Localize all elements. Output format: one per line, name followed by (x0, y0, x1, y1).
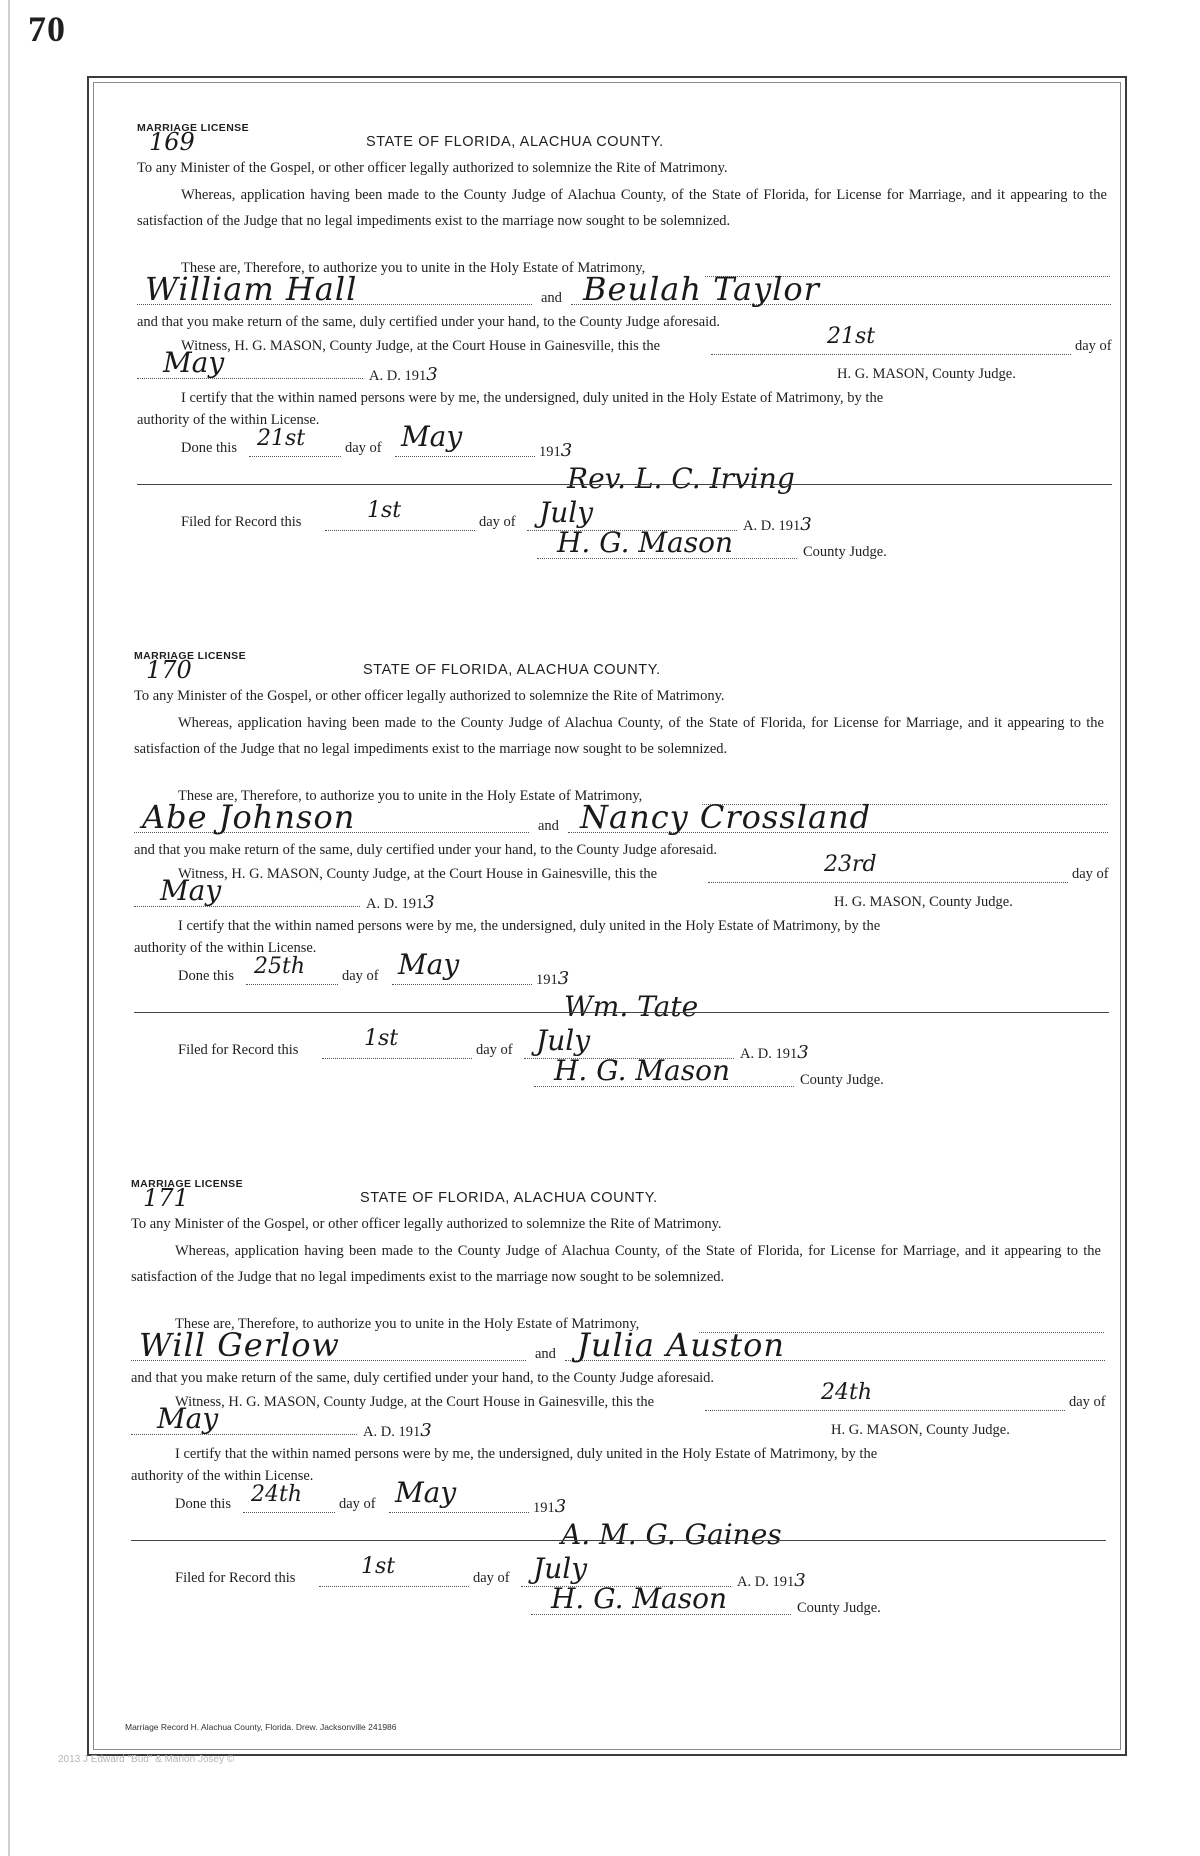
judge-signature-line: H. G. MASON, County Judge. (831, 1422, 1010, 1438)
day-of-label: day of (476, 1042, 513, 1058)
marriage-license-record (84, 628, 1124, 1158)
license-number: 169 (149, 128, 195, 156)
footer-imprint: Marriage Record H. Alachua County, Florida. Drew. Jacksonville 241986 (125, 1722, 397, 1732)
ad-year (363, 1420, 432, 1441)
filed-year (743, 514, 812, 535)
officiant-signature: A. M. G. Gaines (561, 1518, 782, 1551)
marriage-license-record (81, 1156, 1121, 1686)
filed-for-record-label: Filed for Record this (178, 1042, 299, 1058)
whereas-paragraph (134, 710, 1104, 762)
section-rule (134, 1012, 1109, 1013)
day-of-label: day of (1072, 866, 1109, 882)
filed-year-prefix: A. D. 191 (743, 518, 801, 534)
county-judge-label: County Judge. (800, 1072, 884, 1088)
groom-name: William Hall (145, 270, 358, 308)
record-title: STATE OF FLORIDA, ALACHUA COUNTY. (360, 1190, 658, 1206)
dotted-rule (389, 1512, 529, 1513)
and-word: and (541, 290, 562, 306)
day-of-label: day of (479, 514, 516, 530)
filed-year-digit: 3 (794, 1570, 806, 1591)
dotted-rule (319, 1586, 469, 1587)
bride-name: Beulah Taylor (583, 270, 820, 308)
license-label: MARRIAGE LICENSE (137, 122, 249, 134)
license-label: MARRIAGE LICENSE (131, 1178, 243, 1190)
done-day: 24th (251, 1482, 303, 1507)
dotted-rule (243, 1512, 335, 1513)
dotted-rule (392, 984, 532, 985)
whereas-paragraph (137, 182, 1107, 234)
witness-line: Witness, H. G. MASON, County Judge, at the Court House in Gainesville, this the (181, 338, 661, 354)
ad-year (369, 364, 438, 385)
county-judge-label: County Judge. (803, 544, 887, 560)
filed-by-signature: H. G. Mason (557, 526, 734, 559)
done-year (536, 968, 569, 989)
and-word: and (535, 1346, 556, 1362)
return-line: and that you make return of the same, duly certified under your hand, to the County Judge aforesaid. (131, 1370, 715, 1386)
done-this-label: Done this (181, 440, 237, 456)
intro-line: To any Minister of the Gospel, or other officer legally authorized to solemnize the Rite of Matrimony. (134, 688, 725, 704)
filed-by-signature: H. G. Mason (551, 1582, 728, 1615)
filed-for-record-label: Filed for Record this (175, 1570, 296, 1586)
license-number: 171 (143, 1184, 189, 1212)
return-line: and that you make return of the same, duly certified under your hand, to the County Judge aforesaid. (134, 842, 718, 858)
done-day: 21st (257, 426, 306, 451)
authority-line: authority of the within License. (137, 412, 320, 428)
filed-month: July (539, 496, 594, 529)
dotted-rule (246, 984, 338, 985)
whereas-text: Whereas, application having been made to the County Judge of Alachua County, of the State of Florida, for License for Marriage, and it appearing to the satisfaction of the Judge that no legal impediments exist to the marriage now sought to be solemnized. (137, 187, 1107, 229)
day-of-label: day of (342, 968, 379, 984)
groom-name: Will Gerlow (139, 1326, 340, 1364)
done-this-label: Done this (178, 968, 234, 984)
whereas-text: Whereas, application having been made to the County Judge of Alachua County, of the State of Florida, for License for Marriage, and it appearing to the satisfaction of the Judge that no legal impediments exist to the marriage now sought to be solemnized. (134, 715, 1104, 757)
witness-day: 24th (821, 1380, 873, 1405)
witness-line: Witness, H. G. MASON, County Judge, at the Court House in Gainesville, this the (175, 1394, 655, 1410)
done-year-prefix: 191 (536, 972, 558, 988)
filed-year-prefix: A. D. 191 (737, 1574, 795, 1590)
marriage-license-record (87, 100, 1127, 630)
whereas-paragraph (131, 1238, 1101, 1290)
filed-month: July (533, 1552, 588, 1585)
license-label: MARRIAGE LICENSE (134, 650, 246, 662)
day-of-label: day of (345, 440, 382, 456)
ad-year-digit: 3 (423, 892, 435, 913)
filed-for-record-label: Filed for Record this (181, 514, 302, 530)
these-are-line: These are, Therefore, to authorize you to unite in the Holy Estate of Matrimony, (181, 260, 646, 276)
done-month: May (398, 948, 460, 981)
done-this-label: Done this (175, 1496, 231, 1512)
witness-month: May (163, 346, 225, 379)
witness-month: May (157, 1402, 219, 1435)
filed-day: 1st (364, 1026, 399, 1051)
officiant-signature: Rev. L. C. Irving (567, 462, 795, 495)
witness-line: Witness, H. G. MASON, County Judge, at the Court House in Gainesville, this the (178, 866, 658, 882)
done-year-prefix: 191 (533, 1500, 555, 1516)
dotted-rule (322, 1058, 472, 1059)
authority-line: authority of the within License. (131, 1468, 314, 1484)
officiant-signature: Wm. Tate (564, 990, 699, 1023)
certify-line: I certify that the within named persons were by me, the undersigned, duly united in the Holy Estate of Matrimony, by the (175, 1446, 878, 1462)
witness-day: 21st (827, 324, 876, 349)
section-rule (137, 484, 1112, 485)
day-of-label: day of (473, 1570, 510, 1586)
these-are-line: These are, Therefore, to authorize you to unite in the Holy Estate of Matrimony, (178, 788, 643, 804)
done-year-prefix: 191 (539, 444, 561, 460)
witness-day: 23rd (824, 852, 877, 877)
ad-year-prefix: A. D. 191 (366, 896, 424, 912)
page-number: 70 (28, 9, 66, 49)
done-year-digit: 3 (560, 440, 573, 461)
certify-line: I certify that the within named persons were by me, the undersigned, duly united in the Holy Estate of Matrimony, by the (178, 918, 881, 934)
record-title: STATE OF FLORIDA, ALACHUA COUNTY. (366, 134, 664, 150)
filed-by-signature: H. G. Mason (554, 1054, 731, 1087)
record-title: STATE OF FLORIDA, ALACHUA COUNTY. (363, 662, 661, 678)
dotted-rule (325, 530, 475, 531)
dotted-rule (395, 456, 535, 457)
done-month: May (401, 420, 463, 453)
whereas-text: Whereas, application having been made to the County Judge of Alachua County, of the State of Florida, for License for Marriage, and it appearing to the satisfaction of the Judge that no legal impediments exist to the marriage now sought to be solemnized. (131, 1243, 1101, 1285)
page-edge (8, 0, 10, 1856)
groom-name: Abe Johnson (142, 798, 356, 836)
done-year (533, 1496, 566, 1517)
section-rule (131, 1540, 1106, 1541)
dotted-rule (249, 456, 341, 457)
these-are-line: These are, Therefore, to authorize you to unite in the Holy Estate of Matrimony, (175, 1316, 640, 1332)
copyright-watermark: 2013 J Edward "Bud" & Marion Josey © (58, 1754, 235, 1765)
county-judge-label: County Judge. (797, 1600, 881, 1616)
ad-year (366, 892, 435, 913)
dotted-rule (711, 354, 1071, 355)
done-year (539, 440, 572, 461)
judge-signature-line: H. G. MASON, County Judge. (837, 366, 1016, 382)
day-of-label: day of (1069, 1394, 1106, 1410)
and-word: and (538, 818, 559, 834)
day-of-label: day of (1075, 338, 1112, 354)
ad-year-prefix: A. D. 191 (369, 368, 427, 384)
authority-line: authority of the within License. (134, 940, 317, 956)
done-day: 25th (254, 954, 306, 979)
judge-signature-line: H. G. MASON, County Judge. (834, 894, 1013, 910)
ad-year-digit: 3 (420, 1420, 432, 1441)
bride-name: Julia Auston (577, 1326, 786, 1364)
done-month: May (395, 1476, 457, 1509)
filed-year-digit: 3 (797, 1042, 809, 1063)
filed-year-prefix: A. D. 191 (740, 1046, 798, 1062)
ad-year-digit: 3 (426, 364, 438, 385)
intro-line: To any Minister of the Gospel, or other officer legally authorized to solemnize the Rite of Matrimony. (137, 160, 728, 176)
filed-day: 1st (367, 498, 402, 523)
filed-month: July (536, 1024, 591, 1057)
dotted-rule (708, 882, 1068, 883)
filed-day: 1st (361, 1554, 396, 1579)
done-year-digit: 3 (557, 968, 570, 989)
dotted-rule (705, 1410, 1065, 1411)
bride-name: Nancy Crossland (580, 798, 872, 836)
filed-year-digit: 3 (800, 514, 812, 535)
done-year-digit: 3 (554, 1496, 567, 1517)
filed-year (740, 1042, 809, 1063)
day-of-label: day of (339, 1496, 376, 1512)
license-number: 170 (146, 656, 192, 684)
return-line: and that you make return of the same, duly certified under your hand, to the County Judge aforesaid. (137, 314, 721, 330)
witness-month: May (160, 874, 222, 907)
intro-line: To any Minister of the Gospel, or other officer legally authorized to solemnize the Rite of Matrimony. (131, 1216, 722, 1232)
ad-year-prefix: A. D. 191 (363, 1424, 421, 1440)
certify-line: I certify that the within named persons were by me, the undersigned, duly united in the Holy Estate of Matrimony, by the (181, 390, 884, 406)
filed-year (737, 1570, 806, 1591)
